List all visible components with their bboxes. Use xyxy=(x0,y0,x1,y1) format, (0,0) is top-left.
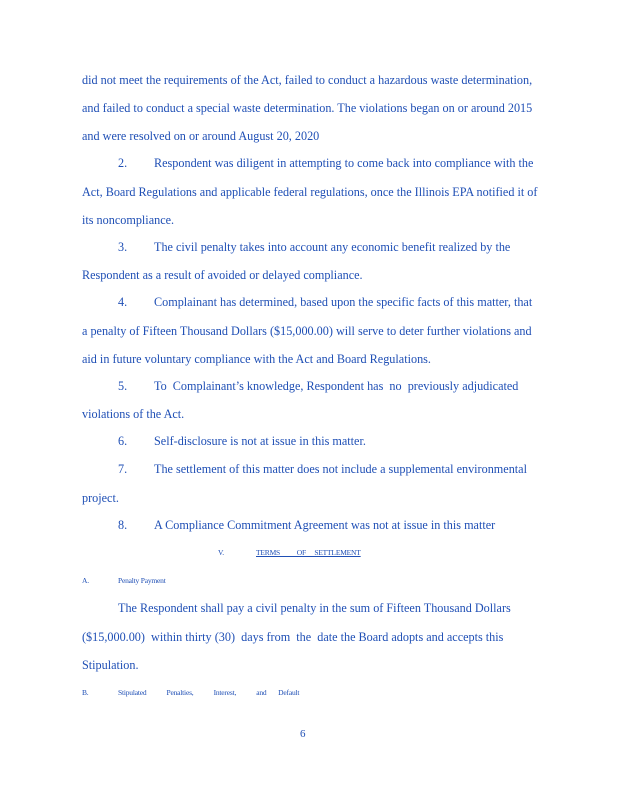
paragraph-number: 2. xyxy=(118,156,128,170)
text-line: Self-disclosure is not at issue in this matter. xyxy=(154,434,366,448)
text-line: project. xyxy=(82,491,119,505)
section-heading: TERMS OF SETTLEMENT xyxy=(256,548,361,557)
text-line: Respondent as a result of avoided or delayed compliance. xyxy=(82,268,363,282)
text-line: ($15,000.00) within thirty (30) days from the date the Board adopts and accepts this xyxy=(82,630,504,644)
text-line: violations of the Act. xyxy=(82,407,185,421)
page-number: 6 xyxy=(300,728,306,740)
text-line: Act, Board Regulations and applicable federal regulations, once the Illinois EPA notified it of xyxy=(82,185,538,199)
paragraph-number: 7. xyxy=(118,462,128,476)
section-number: V. xyxy=(218,548,224,557)
paragraph-number: 6. xyxy=(118,434,128,448)
text-line: The Respondent shall pay a civil penalty in the sum of Fifteen Thousand Dollars xyxy=(118,601,511,615)
text-line: Complainant has determined, based upon the specific facts of this matter, that xyxy=(154,295,533,309)
text-line: To Complainant’s knowledge, Respondent has no previously adjudicated xyxy=(154,379,519,393)
text-line: Stipulation. xyxy=(82,658,139,672)
text-line: did not meet the requirements of the Act, failed to conduct a hazardous waste determination, xyxy=(82,73,533,87)
subsection-heading: Penalty Payment xyxy=(118,576,166,585)
text-line: and were resolved on or around August 20, 2020 xyxy=(82,129,320,143)
paragraph-number: 8. xyxy=(118,518,128,532)
text-line: a penalty of Fifteen Thousand Dollars ($15,000.00) will serve to deter further violations and xyxy=(82,324,532,338)
text-line: The settlement of this matter does not include a supplemental environmental xyxy=(154,462,527,476)
text-line: The civil penalty takes into account any economic benefit realized by the xyxy=(154,240,511,254)
text-line: aid in future voluntary compliance with the Act and Board Regulations. xyxy=(82,352,431,366)
text-line: and failed to conduct a special waste determination. The violations began on or around 2015 xyxy=(82,101,533,115)
paragraph-number: 4. xyxy=(118,295,128,309)
text-line: Respondent was diligent in attempting to come back into compliance with the xyxy=(154,156,534,170)
text-line: A Compliance Commitment Agreement was not at issue in this matter xyxy=(154,518,496,532)
subsection-label: A. xyxy=(82,576,89,585)
paragraph-number: 5. xyxy=(118,379,128,393)
subsection-label: B. xyxy=(82,688,89,697)
paragraph-number: 3. xyxy=(118,240,128,254)
subsection-heading: Stipulated Penalties, Interest, and Default xyxy=(118,688,300,697)
text-line: its noncompliance. xyxy=(82,213,175,227)
